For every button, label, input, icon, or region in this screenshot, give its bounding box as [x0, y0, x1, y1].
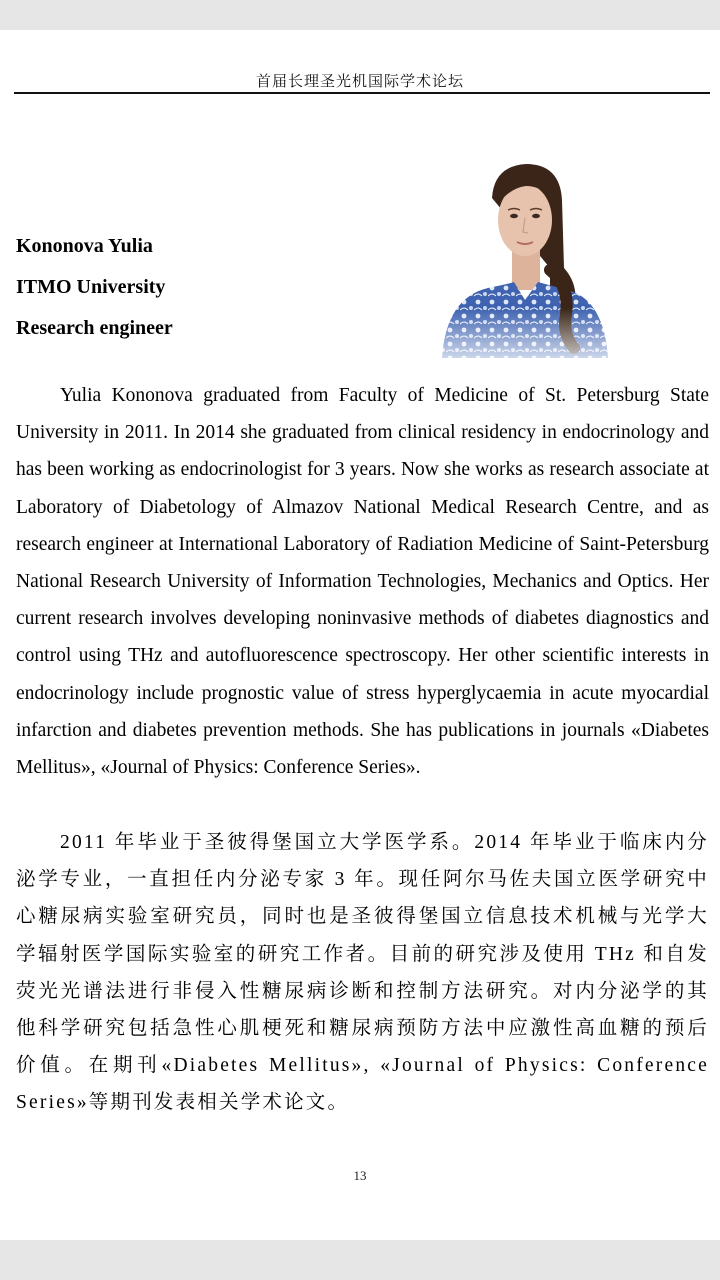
- header-divider: [14, 92, 710, 94]
- speaker-affiliation: ITMO University: [16, 276, 166, 298]
- speaker-profile: [16, 226, 173, 349]
- running-header: 首届长理圣光机国际学术论坛: [255, 74, 464, 90]
- english-biography: Yulia Kononova graduated from Faculty of Medicine of St. Petersburg State University in 2011. In 2014 she graduated from clinical residency in endocrinology and has been working as endocrinologist for 3 years. Now she works as research associate at Laboratory of Diabetology of Almazov National Medical Research Centre, and as research engineer at International Laboratory of Radiation Medicine of Saint-Petersburg National Research University of Information Technologies, Mechanics and Optics. Her current research involves developing noninvasive methods of diabetes diagnostics and control using THz and autofluorescence spectroscopy. Her other scientific interests in endocrinology include prognostic value of stress hyperglycaemia in acute myocardial infarction and diabetes prevention methods. She has publications in journals «Diabetes Mellitus», «Journal of Physics: Conference Series».: [16, 385, 709, 779]
- speaker-photo: [432, 158, 618, 376]
- speaker-position: Research engineer: [16, 317, 173, 339]
- page-number: 13: [353, 1168, 367, 1183]
- speaker-name: Kononova Yulia: [16, 235, 153, 257]
- chinese-biography: 2011 年毕业于圣彼得堡国立大学医学系。2014 年毕业于临床内分泌学专业，一直担任内分泌专家 3 年。现任阿尔马佐夫国立医学研究中心糖尿病实验室研究员，同时也是圣彼得堡国立信息技术机械与光学大学辐射医学国际实验室的研究工作者。目前的研究涉及使用 THz 和自发荧光光谱法进行非侵入性糖尿病诊断和控制方法研究。对内分泌学的其他科学研究包括急性心肌梗死和糖尿病预防方法中应激性高血糖的预后价值。在期刊«Diabetes Mellitus», «Journal of Physics: Conference Series»等期刊发表相关学术论文。: [16, 832, 709, 1114]
- document-page: [0, 30, 720, 1240]
